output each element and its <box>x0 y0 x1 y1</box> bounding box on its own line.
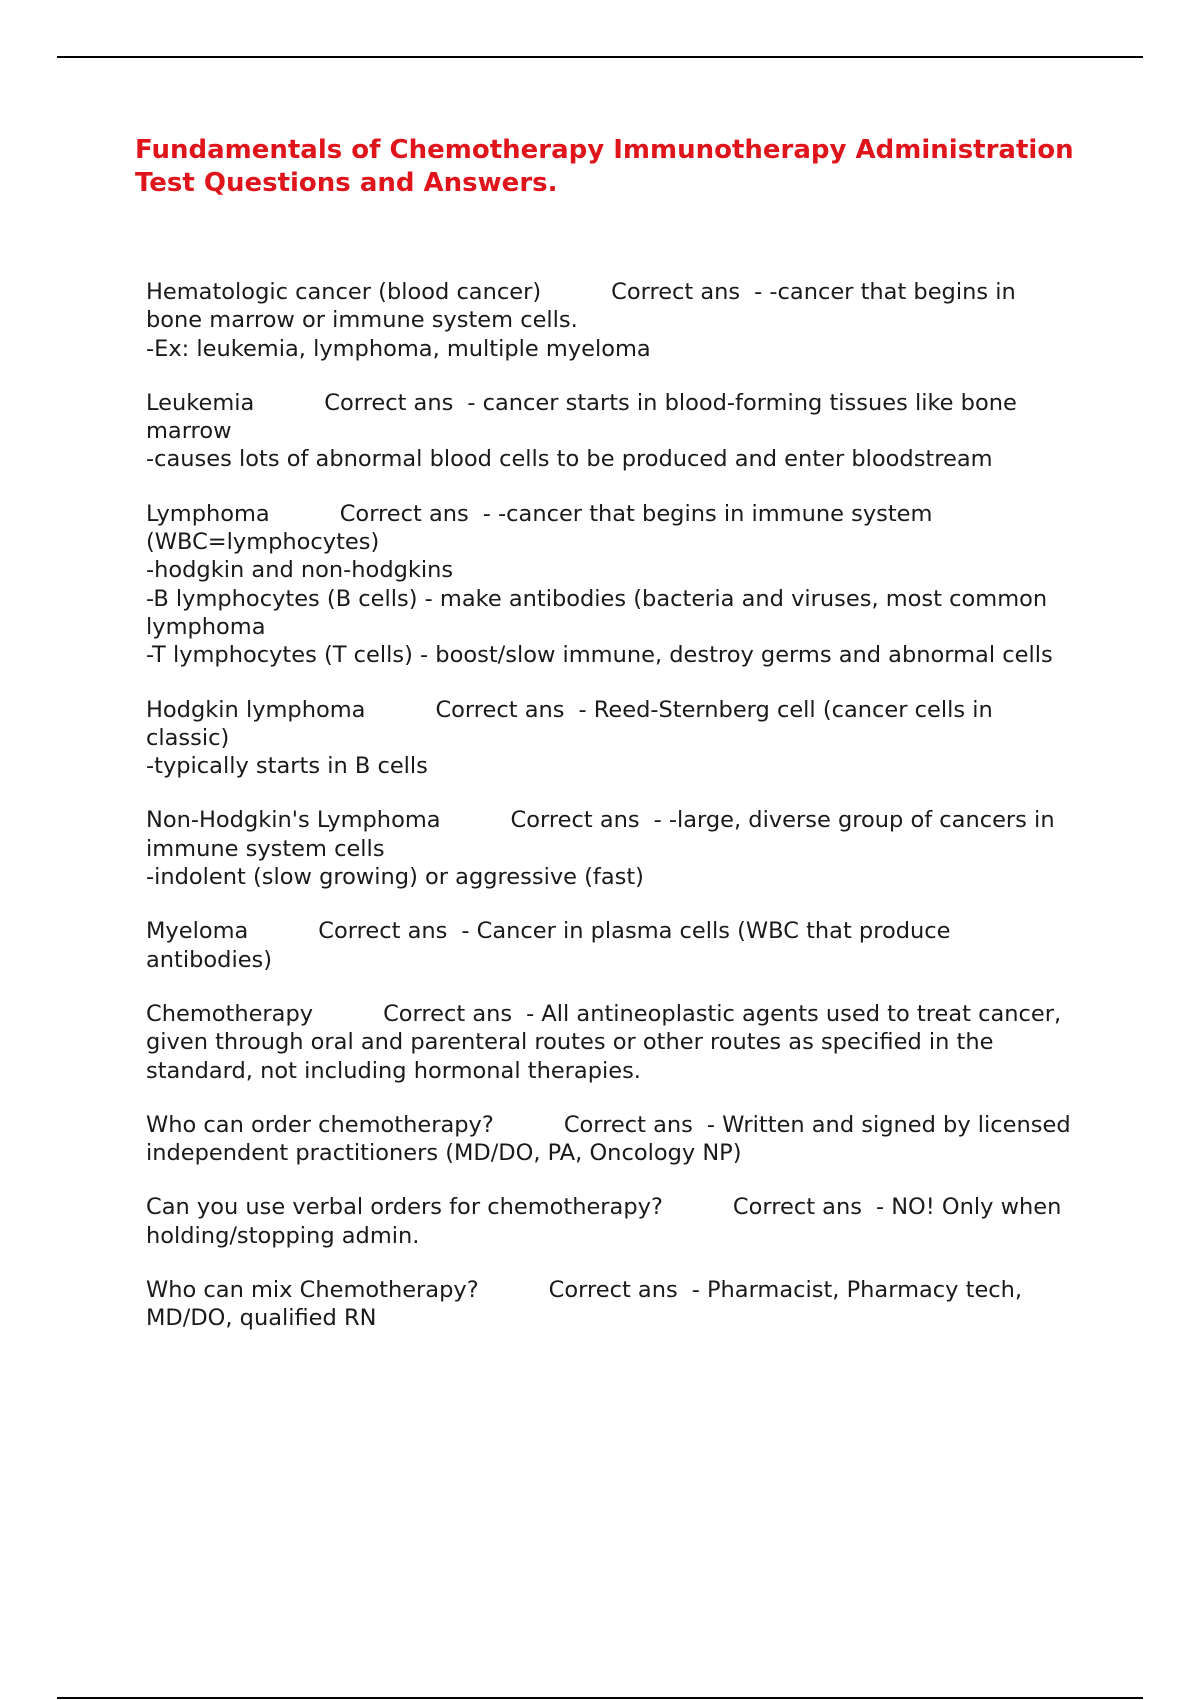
qa-answer: - -cancer that begins in immune system (WBC=lymphocytes) -hodgkin and non-hodgkins -B lymphocytes (B cells) - make antibodies (bacteria and viruses, most common lymphoma -T lymphocytes (T cells) - boost/slow immune, destroy germs and abnormal cells <box>146 500 1053 669</box>
correct-ans-label: Correct ans <box>548 1277 678 1304</box>
qa-term: Myeloma <box>146 918 249 945</box>
qa-item-hodgkin-lymphoma <box>146 696 1076 781</box>
qa-answer: - All antineoplastic agents used to treat cancer, given through oral and parenteral routes or other routes as specified in the standard, not including hormonal therapies. <box>146 1000 1062 1084</box>
qa-term: Can you use verbal orders for chemotherapy? <box>146 1194 663 1221</box>
qa-term: Chemotherapy <box>146 1000 314 1027</box>
qa-item-leukemia <box>146 389 1076 474</box>
correct-ans-label: Correct ans <box>383 1000 513 1027</box>
document-title: Fundamentals of Chemotherapy Immunotherapy Administration Test Questions and Answers. <box>135 135 1074 198</box>
correct-ans-label: Correct ans <box>324 389 454 416</box>
correct-ans-label: Correct ans <box>563 1111 693 1138</box>
qa-item-myeloma <box>146 917 1076 974</box>
bottom-rule <box>57 1697 1143 1699</box>
qa-term: Who can order chemotherapy? <box>146 1111 494 1138</box>
qa-item-non-hodgkins-lymphoma <box>146 806 1076 891</box>
qa-item-order-chemotherapy <box>146 1111 1076 1168</box>
qa-term: Who can mix Chemotherapy? <box>146 1277 479 1304</box>
correct-ans-label: Correct ans <box>732 1194 862 1221</box>
qa-answer: - cancer starts in blood-forming tissues like bone marrow -causes lots of abnormal blood cells to be produced and enter bloodstream <box>146 389 1017 473</box>
qa-term: Lymphoma <box>146 500 270 527</box>
qa-answer: - Cancer in plasma cells (WBC that produce antibodies) <box>146 918 951 973</box>
correct-ans-label: Correct ans <box>318 918 448 945</box>
qa-item-verbal-orders <box>146 1193 1076 1250</box>
qa-answer: - Written and signed by licensed independent practitioners (MD/DO, PA, Oncology NP) <box>146 1111 1071 1167</box>
qa-list <box>146 278 1076 1359</box>
qa-item-hematologic-cancer <box>146 278 1076 363</box>
qa-term: Leukemia <box>146 389 255 416</box>
qa-term: Hodgkin lymphoma <box>146 696 366 723</box>
qa-answer: - Pharmacist, Pharmacy tech, MD/DO, qualified RN <box>146 1277 1023 1332</box>
qa-answer: - NO! Only when holding/stopping admin. <box>146 1194 1062 1249</box>
qa-answer: - Reed-Sternberg cell (cancer cells in classic) -typically starts in B cells <box>146 696 993 780</box>
correct-ans-label: Correct ans <box>435 696 565 723</box>
qa-term: Non-Hodgkin's Lymphoma <box>146 807 441 834</box>
qa-answer: - -large, diverse group of cancers in immune system cells -indolent (slow growing) or aggressive (fast) <box>146 807 1055 891</box>
qa-answer: - -cancer that begins in bone marrow or immune system cells. -Ex: leukemia, lymphoma, multiple myeloma <box>146 279 1016 362</box>
qa-item-chemotherapy <box>146 1000 1076 1085</box>
qa-term: Hematologic cancer (blood cancer) <box>146 279 542 305</box>
top-rule <box>57 56 1143 58</box>
correct-ans-label: Correct ans <box>611 279 741 305</box>
qa-item-lymphoma <box>146 500 1076 670</box>
correct-ans-label: Correct ans <box>339 500 469 527</box>
correct-ans-label: Correct ans <box>510 807 640 834</box>
qa-item-mix-chemotherapy <box>146 1276 1076 1333</box>
